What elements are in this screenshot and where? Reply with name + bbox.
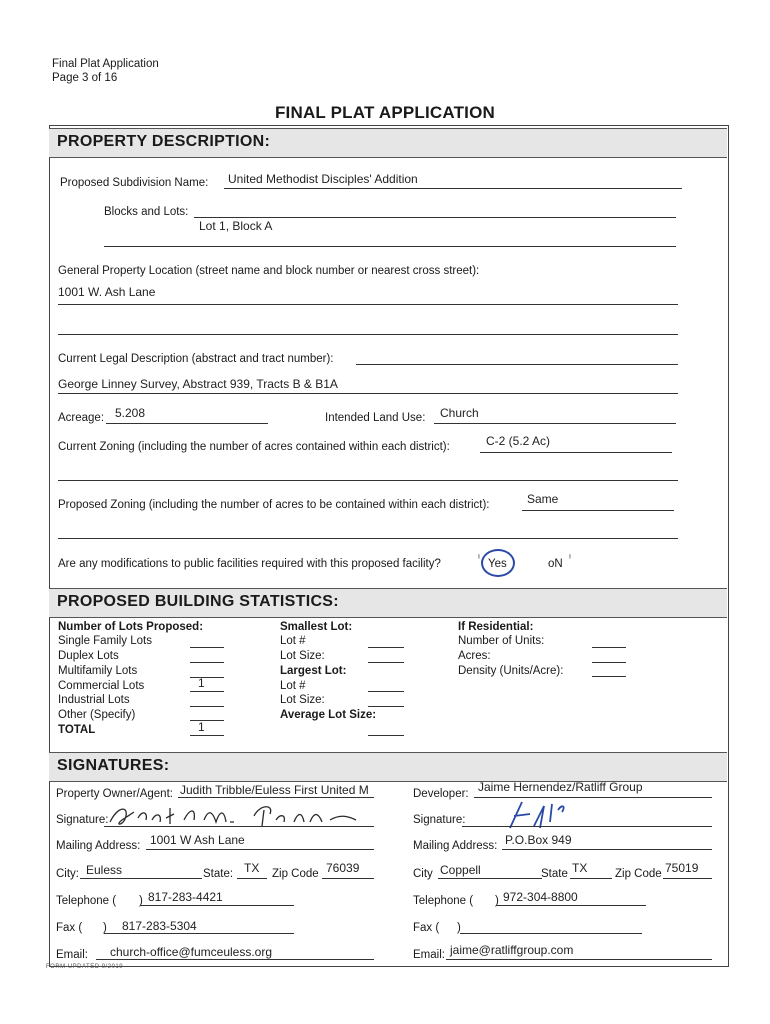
developer-telephone-value[interactable]: 972-304-8800 xyxy=(503,890,578,904)
lots-commercial-label: Commercial Lots xyxy=(58,680,145,692)
proposed-zoning-line-2 xyxy=(58,538,678,539)
proposed-zoning-value[interactable]: Same xyxy=(527,492,559,506)
largest-lot-number-line[interactable] xyxy=(368,691,404,692)
blocks-line-2 xyxy=(104,246,676,247)
owner-telephone-value[interactable]: 817-283-4421 xyxy=(148,890,223,904)
developer-email-line xyxy=(446,959,712,960)
owner-mailing-line xyxy=(146,849,374,850)
owner-zip-value[interactable]: 76039 xyxy=(326,861,360,875)
owner-telephone-line xyxy=(140,905,294,906)
owner-fax-paren: ) xyxy=(103,922,107,934)
lots-total-line xyxy=(190,735,224,736)
average-lot-size-line[interactable] xyxy=(368,735,404,736)
blocks-lots-value[interactable]: Lot 1, Block A xyxy=(199,219,273,233)
proposed-zoning-line xyxy=(522,510,674,511)
density-line[interactable] xyxy=(592,676,626,677)
owner-zip-line xyxy=(322,878,374,879)
developer-label: Developer: xyxy=(413,788,469,800)
owner-telephone-paren: ) xyxy=(139,895,143,907)
developer-fax-label: Fax ( xyxy=(413,922,440,934)
lots-multifamily-line[interactable] xyxy=(190,677,224,678)
owner-fax-value[interactable]: 817-283-5304 xyxy=(122,919,197,933)
location-line-2 xyxy=(58,334,678,335)
owner-email-label: Email: xyxy=(56,949,88,961)
developer-state-value[interactable]: TX xyxy=(572,861,588,875)
owner-telephone-label: Telephone ( xyxy=(56,895,117,907)
lots-commercial-line xyxy=(190,691,224,692)
smallest-lot-number-line[interactable] xyxy=(368,647,404,648)
developer-zip-label: Zip Code xyxy=(615,868,662,880)
legal-description-value[interactable]: George Linney Survey, Abstract 939, Tracts B & B1A xyxy=(58,377,338,391)
location-value[interactable]: 1001 W. Ash Lane xyxy=(58,285,156,299)
developer-telephone-paren: ) xyxy=(495,895,499,907)
developer-state-label: State xyxy=(541,868,568,880)
owner-city-line xyxy=(80,878,202,879)
lots-duplex-line[interactable] xyxy=(190,662,224,663)
smallest-lot-number-label: Lot # xyxy=(280,635,306,647)
section-building-statistics xyxy=(49,588,727,618)
developer-zip-value[interactable]: 75019 xyxy=(665,861,699,875)
lots-heading: Number of Lots Proposed: xyxy=(58,621,204,633)
owner-signature-label: Signature: xyxy=(56,814,109,826)
section-heading: PROPERTY DESCRIPTION: xyxy=(57,133,271,150)
subdivision-value[interactable]: United Methodist Disciples' Addition xyxy=(228,172,418,186)
owner-fax-label: Fax ( xyxy=(56,922,83,934)
legal-description-label: Current Legal Description (abstract and tract number): xyxy=(58,353,334,365)
owner-signature-line[interactable] xyxy=(104,826,374,827)
location-label: General Property Location (street name and block number or nearest cross street): xyxy=(58,265,480,277)
acreage-line xyxy=(106,423,268,424)
smallest-lot-heading: Smallest Lot: xyxy=(280,621,353,633)
owner-line xyxy=(178,797,374,798)
no-checkbox[interactable]: ⁱ xyxy=(569,553,571,565)
subdivision-label: Proposed Subdivision Name: xyxy=(60,177,209,189)
lots-duplex-label: Duplex Lots xyxy=(58,650,119,662)
lots-single-family-line[interactable] xyxy=(190,647,224,648)
owner-city-value[interactable]: Euless xyxy=(86,863,123,877)
form-updated-footer: FORM UPDATED 9/2019 xyxy=(46,964,124,970)
yes-option-label: Yes xyxy=(488,558,507,570)
owner-city-label: City: xyxy=(56,868,79,880)
owner-value[interactable]: Judith Tribble/Euless First United M xyxy=(180,783,369,797)
developer-telephone-label: Telephone ( xyxy=(413,895,474,907)
lots-other-line[interactable] xyxy=(190,720,224,721)
header-form-name: Final Plat Application xyxy=(52,58,159,70)
blocks-lots-label: Blocks and Lots: xyxy=(104,206,189,218)
developer-mailing-value[interactable]: P.O.Box 949 xyxy=(505,833,572,847)
section-heading: PROPOSED BUILDING STATISTICS: xyxy=(57,593,339,610)
developer-state-line xyxy=(570,878,612,879)
developer-email-value[interactable]: jaime@ratliffgroup.com xyxy=(450,943,574,957)
owner-state-value[interactable]: TX xyxy=(244,861,260,875)
developer-city-value[interactable]: Coppell xyxy=(440,863,481,877)
density-label: Density (Units/Acre): xyxy=(458,665,564,677)
document-title: FINAL PLAT APPLICATION xyxy=(274,103,496,122)
owner-mailing-value[interactable]: 1001 W Ash Lane xyxy=(150,833,245,847)
owner-zip-label: Zip Code xyxy=(272,868,319,880)
developer-fax-line xyxy=(460,933,642,934)
legal-line-2 xyxy=(58,393,678,394)
lots-industrial-label: Industrial Lots xyxy=(58,694,130,706)
header-page-number: Page 3 of 16 xyxy=(52,72,118,84)
subdivision-line xyxy=(224,188,682,189)
yes-selected-circle xyxy=(481,549,515,577)
owner-state-label: State: xyxy=(203,868,234,880)
proposed-zoning-label: Proposed Zoning (including the number of acres to be contained within each district): xyxy=(58,499,490,511)
owner-mailing-label: Mailing Address: xyxy=(56,840,141,852)
owner-fax-line xyxy=(104,933,294,934)
current-zoning-value[interactable]: C-2 (5.2 Ac) xyxy=(486,434,551,448)
developer-value[interactable]: Jaime Hernendez/Ratliff Group xyxy=(478,780,643,794)
location-line xyxy=(58,304,678,305)
owner-email-line xyxy=(96,959,374,960)
developer-city-line xyxy=(438,878,542,879)
modifications-question: Are any modifications to public facilities required with this proposed facility? xyxy=(58,558,441,570)
owner-email-value[interactable]: church-office@fumceuless.org xyxy=(110,945,273,959)
residential-heading: If Residential: xyxy=(458,621,534,633)
lots-total-label: TOTAL xyxy=(58,724,96,736)
owner-state-line xyxy=(237,878,267,879)
yes-checkbox[interactable]: ⁱ xyxy=(478,553,480,565)
developer-mailing-line xyxy=(502,849,712,850)
legal-line xyxy=(356,364,678,365)
smallest-lot-size-line[interactable] xyxy=(368,662,404,663)
land-use-line xyxy=(434,423,676,424)
lots-total-value[interactable]: 1 xyxy=(198,720,205,734)
owner-label: Property Owner/Agent: xyxy=(56,788,173,800)
largest-lot-size-label: Lot Size: xyxy=(280,694,325,706)
lots-other-label: Other (Specify) xyxy=(58,709,136,721)
developer-signature-line[interactable] xyxy=(462,826,712,827)
lots-commercial-value[interactable]: 1 xyxy=(198,676,205,690)
land-use-value[interactable]: Church xyxy=(440,406,479,420)
current-zoning-line xyxy=(480,452,672,453)
lots-multifamily-label: Multifamily Lots xyxy=(58,665,138,677)
developer-email-label: Email: xyxy=(413,949,445,961)
land-use-label: Intended Land Use: xyxy=(325,412,426,424)
largest-lot-size-line[interactable] xyxy=(368,706,404,707)
acreage-value[interactable]: 5.208 xyxy=(115,406,146,420)
developer-zip-line xyxy=(663,878,712,879)
section-heading: SIGNATURES: xyxy=(57,757,170,774)
largest-lot-number-label: Lot # xyxy=(280,680,306,692)
units-line[interactable] xyxy=(592,647,626,648)
no-option-label: oN xyxy=(548,558,563,570)
average-lot-size-label: Average Lot Size: xyxy=(280,709,377,721)
section-signatures xyxy=(49,752,727,782)
acres-label: Acres: xyxy=(458,650,491,662)
smallest-lot-size-label: Lot Size: xyxy=(280,650,325,662)
developer-telephone-line xyxy=(496,905,646,906)
largest-lot-heading: Largest Lot: xyxy=(280,665,347,677)
lots-single-family-label: Single Family Lots xyxy=(58,635,152,647)
developer-fax-paren: ) xyxy=(457,922,461,934)
developer-mailing-label: Mailing Address: xyxy=(413,840,498,852)
acres-line[interactable] xyxy=(592,662,626,663)
current-zoning-line-2 xyxy=(58,480,678,481)
units-label: Number of Units: xyxy=(458,635,545,647)
lots-industrial-line[interactable] xyxy=(190,706,224,707)
current-zoning-label: Current Zoning (including the number of acres contained within each district): xyxy=(58,441,450,453)
acreage-label: Acreage: xyxy=(58,412,105,424)
section-property-description xyxy=(49,128,727,158)
developer-signature-label: Signature: xyxy=(413,814,466,826)
developer-city-label: City xyxy=(413,868,433,880)
blocks-line xyxy=(194,217,676,218)
